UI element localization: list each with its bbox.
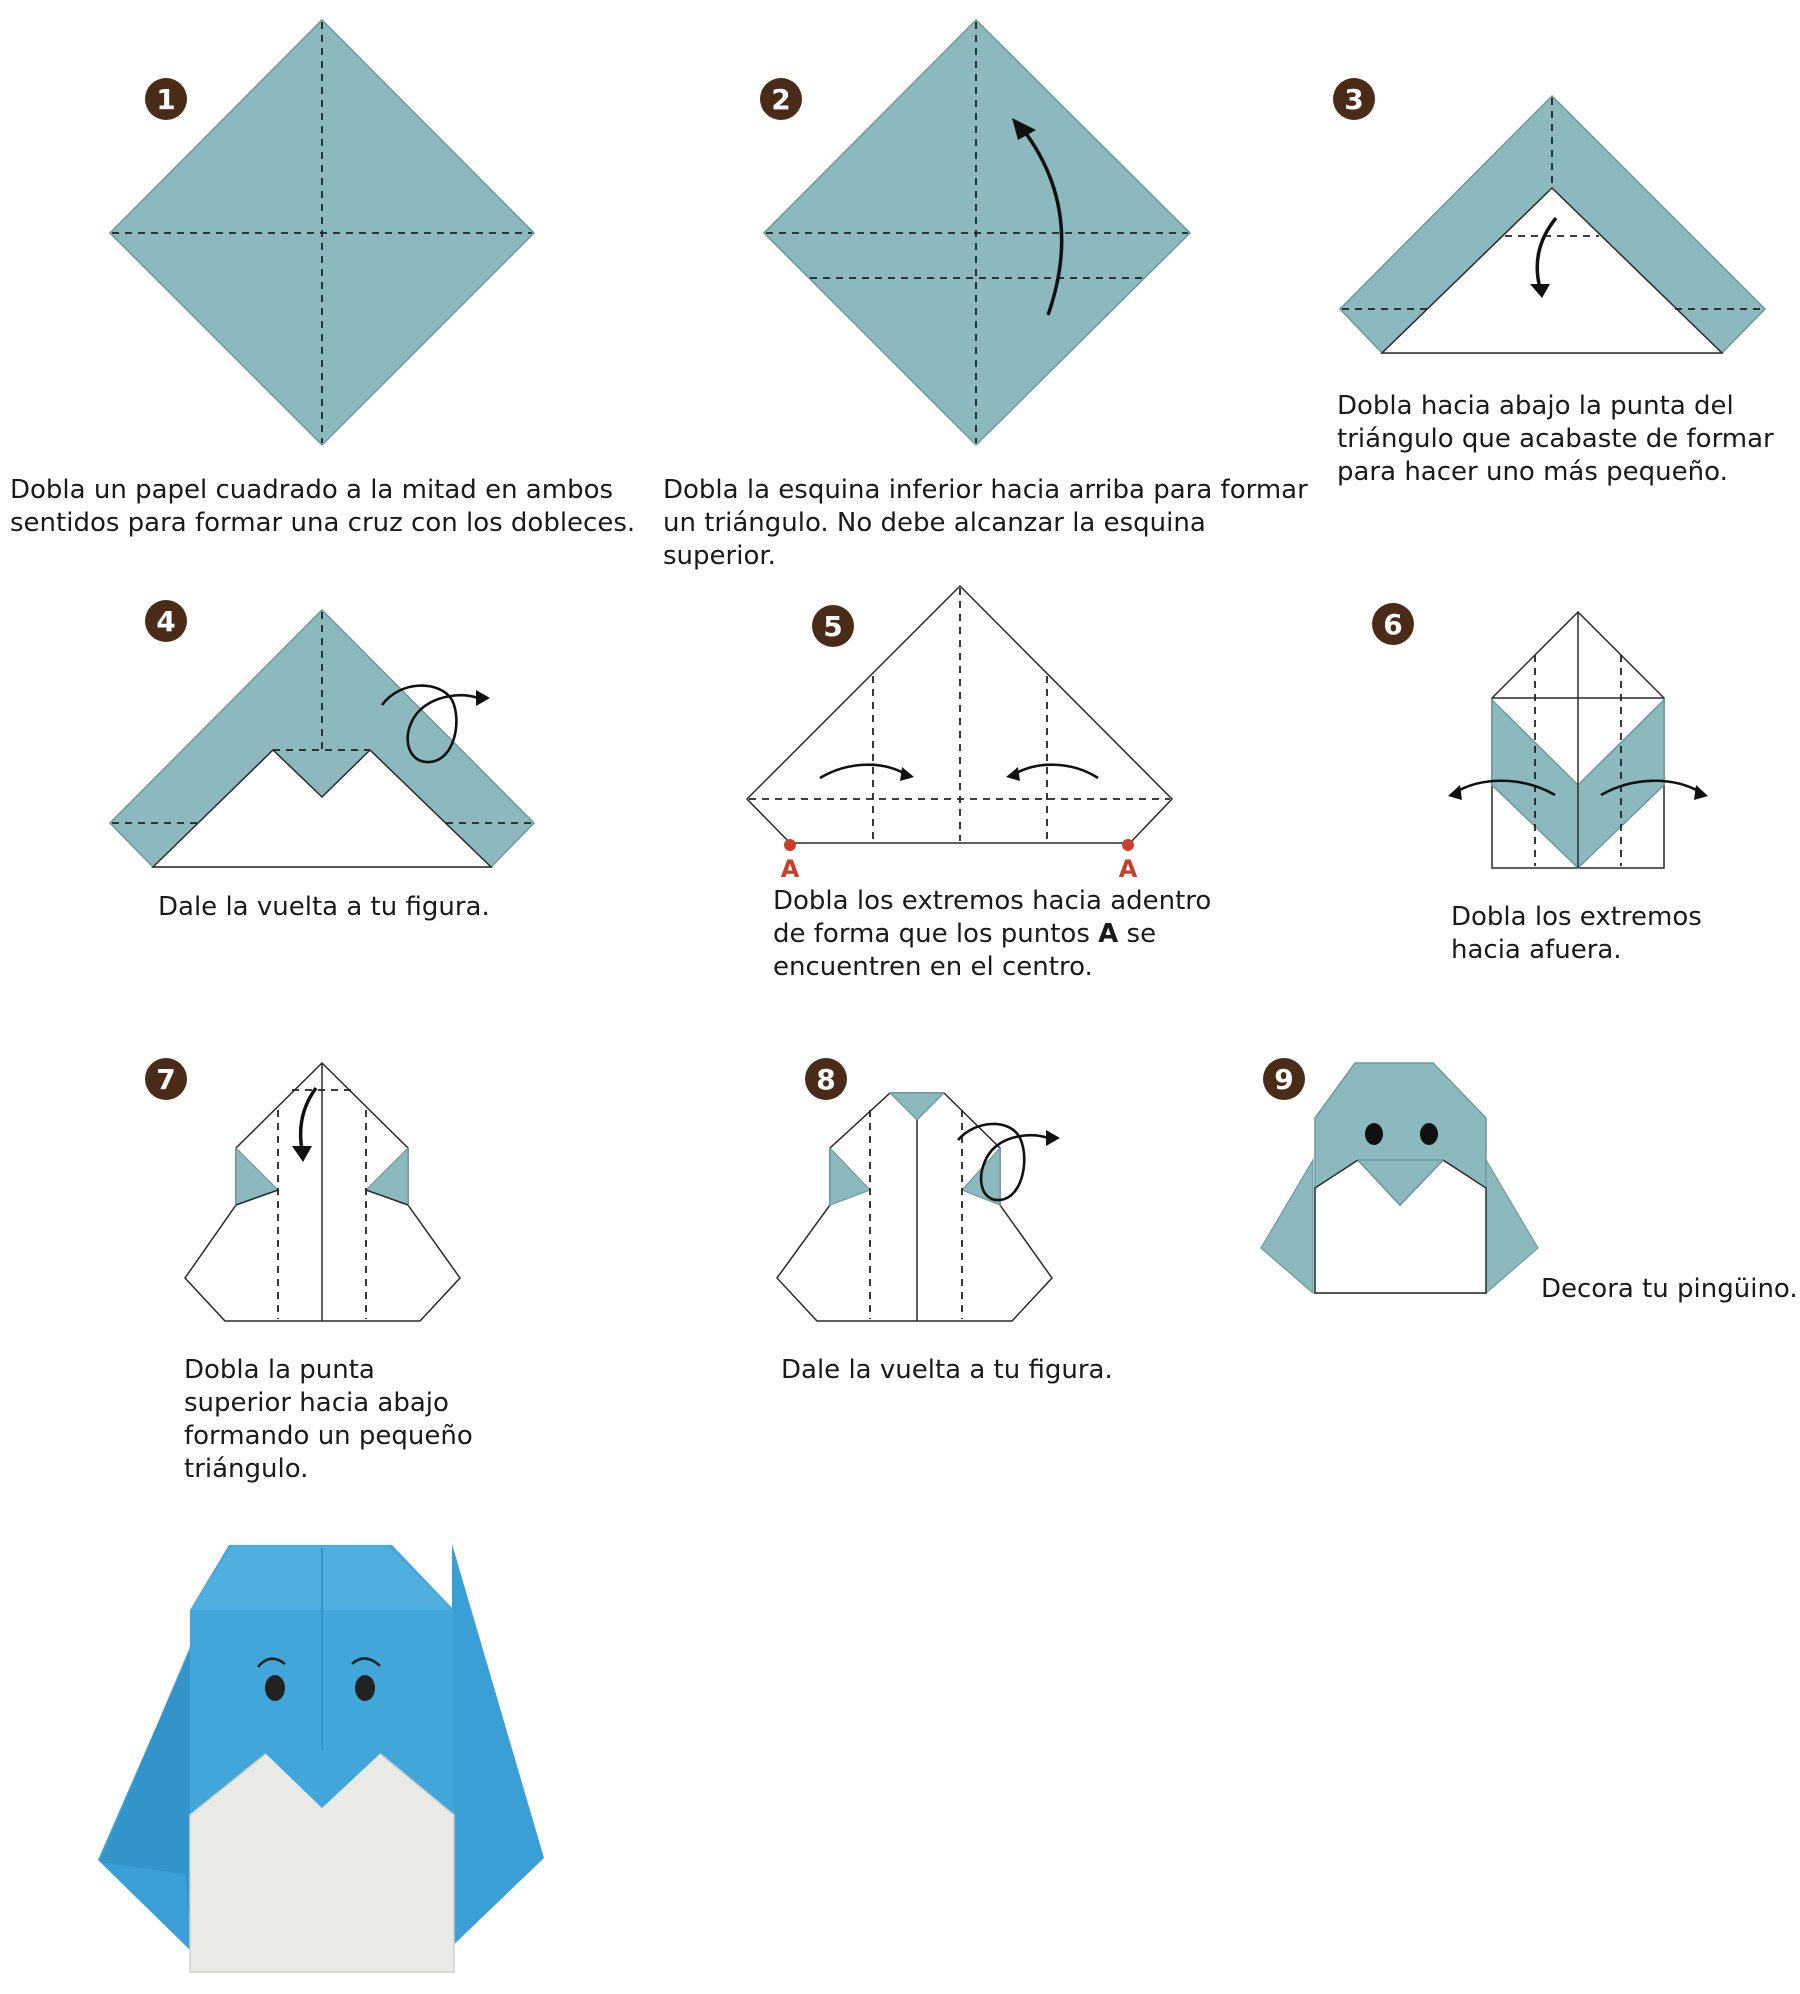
step-5-figure <box>747 586 1172 883</box>
step-2-badge <box>760 78 802 120</box>
step-6-number: 6 <box>1383 608 1403 641</box>
step-4-figure <box>110 610 534 867</box>
step-3-instruction: Dobla hacia abajo la punta del triángulo que acabaste de formar para hacer uno más pequeño. <box>1337 391 1774 487</box>
step-9-number: 9 <box>1274 1063 1294 1096</box>
step-9-badge <box>1263 1058 1305 1100</box>
step-5-number: 5 <box>823 610 843 643</box>
step-1-badge <box>145 78 187 120</box>
point-a-label-left: A <box>780 855 800 883</box>
step-8-instruction: Dale la vuelta a tu figura. <box>781 1355 1113 1385</box>
finished-penguin-photo <box>98 1544 544 1972</box>
step-8-badge <box>805 1058 847 1100</box>
step-3-number: 3 <box>1344 83 1364 116</box>
step-7-badge <box>145 1058 187 1100</box>
step-5-instruction-rest: se encuentren en el centro. <box>773 919 1157 982</box>
step-7-number: 7 <box>156 1063 176 1096</box>
step-5-badge <box>812 605 854 647</box>
step-3-badge <box>1333 78 1375 120</box>
step-1-number: 1 <box>156 83 176 116</box>
step-4-badge <box>145 600 187 642</box>
penguin-eye-icon <box>1365 1123 1383 1145</box>
step-6-figure <box>1448 612 1708 868</box>
step-7-figure <box>185 1063 460 1321</box>
step-2-number: 2 <box>771 83 791 116</box>
step-6-instruction: Dobla los extremos hacia afuera. <box>1451 902 1702 965</box>
point-a-left <box>784 839 796 851</box>
penguin-eye-icon <box>355 1675 375 1701</box>
step-7-instruction: Dobla la punta superior hacia abajo formando un pequeño triángulo. <box>184 1355 473 1484</box>
point-a-label-right: A <box>1118 855 1138 883</box>
step-5-instruction-text: Dobla los extremos hacia adentro de forma que los puntos <box>773 886 1212 949</box>
penguin-eye-icon <box>1420 1123 1438 1145</box>
step-2-instruction: Dobla la esquina inferior hacia arriba para formar un triángulo. No debe alcanzar la esquina superior. <box>663 475 1308 571</box>
step-9-instruction: Decora tu pingüino. <box>1541 1274 1798 1304</box>
step-8-number: 8 <box>816 1063 836 1096</box>
step-4-instruction: Dale la vuelta a tu figura. <box>158 892 490 922</box>
step-1-instruction: Dobla un papel cuadrado a la mitad en ambos sentidos para formar una cruz con los dobleces. <box>10 475 636 538</box>
step-6-badge <box>1372 603 1414 645</box>
step-3-figure <box>1340 96 1765 353</box>
point-a-right <box>1122 839 1134 851</box>
step-4-number: 4 <box>156 605 176 638</box>
step-5-instruction <box>773 885 1213 984</box>
step-2-figure <box>764 20 1190 445</box>
step-8-figure <box>777 1093 1060 1321</box>
penguin-eye-icon <box>265 1675 285 1701</box>
step-5-instruction-point: A <box>1098 919 1119 949</box>
step-9-penguin <box>1261 1063 1538 1293</box>
